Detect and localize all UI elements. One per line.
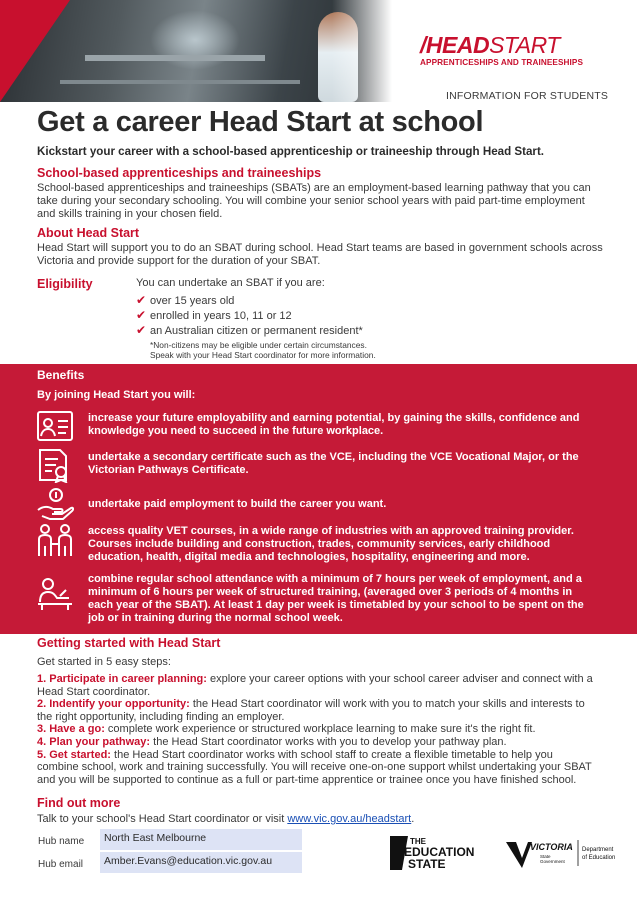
svg-text:VICTORIA: VICTORIA — [530, 842, 573, 852]
benefit-item: combine regular school attendance with a minimum of 7 hours per week of employment, and a minimum of 6 hours per week of structured training, (averaged over 3 periods of 4 months in each year of the SBAT). At least 1 day per week is timetabled by your school to be spent on the job or in training during the normal school week. — [88, 573, 584, 624]
eligibility-intro: You can undertake an SBAT if you are: — [136, 277, 325, 289]
check-icon: ✔ — [136, 323, 147, 337]
sbat-heading: School-based apprenticeships and traineeships — [37, 166, 322, 180]
svg-text:THE: THE — [410, 837, 426, 846]
eligibility-item: ✔ over 15 years old — [136, 293, 235, 307]
hand-coin-icon — [36, 486, 74, 522]
about-heading: About Head Start — [37, 226, 140, 240]
hub-name-label: Hub name — [38, 836, 85, 847]
certificate-icon — [36, 447, 74, 483]
headstart-link[interactable]: www.vic.gov.au/headstart — [287, 813, 412, 825]
svg-text:Department: Department — [582, 847, 614, 853]
benefits-heading: Benefits — [37, 368, 85, 382]
svg-text:State: State — [540, 854, 551, 859]
find-out-more-text: Talk to your school's Head Start coordinator or visit www.vic.gov.au/headstart. — [37, 813, 415, 825]
steps-list — [37, 673, 597, 786]
id-card-icon — [36, 408, 74, 444]
lede: Kickstart your career with a school-based apprenticeship or traineeship through Head Start. — [37, 145, 545, 158]
svg-text:of Education: of Education — [582, 855, 616, 861]
find-out-more-heading: Find out more — [37, 796, 121, 810]
svg-text:Government: Government — [540, 859, 565, 864]
people-icon — [36, 522, 74, 558]
eligibility-heading: Eligibility — [37, 277, 93, 291]
step-item: 5. Get started: the Head Start coordinator works with school staff to create a flexible timetable to help you combine school, work and training successfully. You will receive one-on-one support whilst undertaking your SBAT and you will be supported to continue as a full or part-time apprentice or trainee once you have finished school. — [37, 748, 592, 786]
check-icon: ✔ — [136, 293, 147, 307]
education-state-logo — [388, 832, 488, 874]
getting-started-intro: Get started in 5 easy steps: — [37, 656, 171, 668]
benefit-item: access quality VET courses, in a wide range of industries with an approved training provider. Courses include building and construction, trades, community services, early childhood education, health, digital media and technologies, hospitality, engineering and more. — [88, 525, 574, 563]
head-start-logo: /HEADSTART APPRENTICESHIPS AND TRAINEESHIPS — [420, 32, 584, 67]
victoria-government-logo — [504, 836, 632, 872]
benefit-item: undertake paid employment to build the career you want. — [88, 498, 387, 510]
benefits-intro: By joining Head Start you will: — [37, 389, 196, 401]
step-item: 3. Have a go: complete work experience or structured workplace learning to make sure it's the right fit. — [37, 723, 536, 736]
step-item: 4. Plan your pathway: the Head Start coordinator works with you to develop your pathway plan. — [37, 735, 507, 748]
step-item: 2. Indentify your opportunity: the Head Start coordinator will work with you to match your skills and interests to the right opportunity, including finding an employer. — [37, 698, 585, 723]
page-title: Get a career Head Start at school — [37, 106, 484, 138]
about-text: Head Start will support you to do an SBAT during school. Head Start teams are based in government schools across Victoria and provide support for the duration of your SBAT. — [37, 242, 603, 267]
eligibility-note: *Non-citizens may be eligible under certain circumstances. Speak with your Head Start coordinator for more information. — [150, 340, 376, 360]
step-item: 1. Participate in career planning: explore your career options with your school career adviser and connect with a Head Start coordinator. — [37, 673, 593, 698]
svg-text:EDUCATION: EDUCATION — [404, 845, 475, 859]
benefit-item: increase your future employability and earning potential, by gaining the skills, confidence and knowledge you need to succeed in the future workplace. — [88, 412, 580, 437]
header-photo — [0, 0, 392, 102]
check-icon: ✔ — [136, 308, 147, 322]
info-label: INFORMATION FOR STUDENTS — [446, 90, 609, 102]
eligibility-item: ✔ an Australian citizen or permanent resident* — [136, 323, 363, 337]
getting-started-heading: Getting started with Head Start — [37, 636, 221, 650]
benefit-item: undertake a secondary certificate such as the VCE, including the VCE Vocational Major, or the Victorian Pathways Certificate. — [88, 451, 579, 476]
student-desk-icon — [36, 576, 74, 612]
hub-name-field[interactable]: North East Melbourne — [100, 829, 302, 850]
svg-text:STATE: STATE — [408, 857, 446, 871]
hub-email-field[interactable]: Amber.Evans@education.vic.gov.au — [100, 852, 302, 873]
eligibility-item: ✔ enrolled in years 10, 11 or 12 — [136, 308, 292, 322]
hub-email-label: Hub email — [38, 859, 84, 870]
sbat-text: School-based apprenticeships and traineeships (SBATs) are an employment-based learning pathway that you can take during your secondary schooling. You will combine your senior school years with paid part-time employment and skills training in your chosen field. — [37, 182, 591, 220]
